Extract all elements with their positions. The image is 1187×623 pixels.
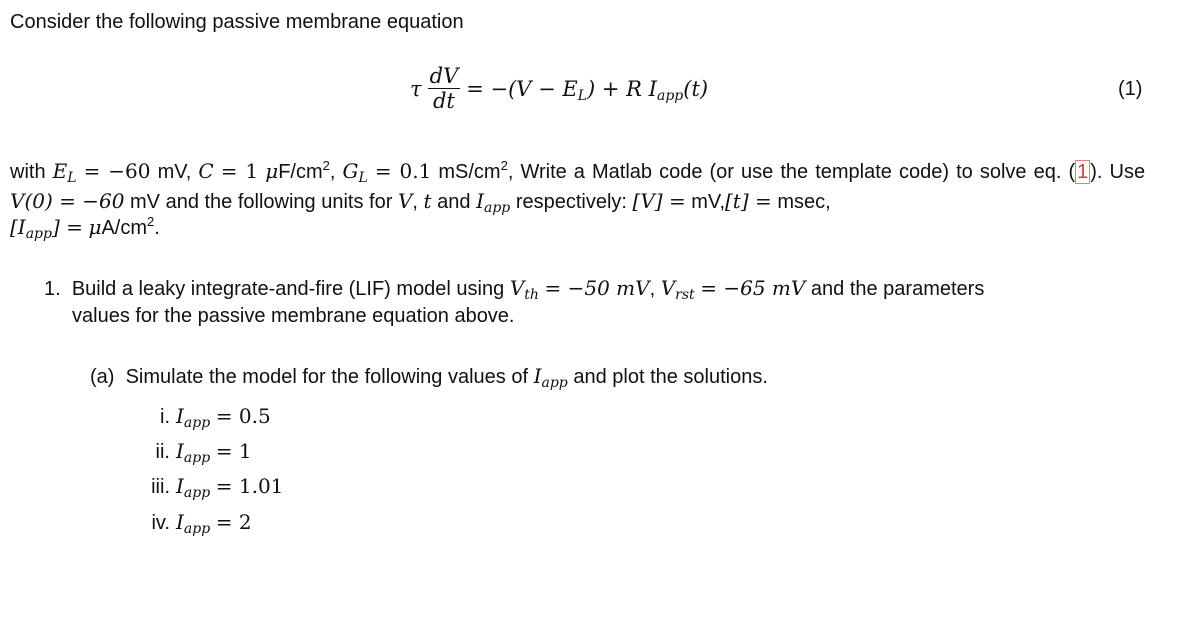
derivative-fraction [428,64,461,113]
units-line: $[I_{app}] = \mu A/cm^2$. [10,214,160,242]
equation-number: (1) [1118,78,1143,100]
parameters-paragraph: with $E_L = -60$ mV, C = 1 $\mu F/cm^2$, $G_L = 0.1$ $mS/cm^2$, Write a Matlab code (or use the template code) to solve eq. ( 1 ). Use V(0) = −60 mV and the following units for V, t and $I_{app}$ respectively: [V] = mV,[t] = msec, [10,158,1146,216]
list-item: i. $I_{app} = 0.5$ [160,404,271,431]
membrane-equation [410,64,708,113]
list-item: iii. $I_{app} = 1.01$ [151,474,284,501]
list-item-1-continued: values for the passive membrane equation above. [72,305,515,327]
fraction-denominator: dt [432,89,455,113]
equation-rhs: = $-(V - E_L) + R$ $I_{app}(t)$ [466,76,709,104]
sub-item-a: (a) Simulate the model for the following values of $I_{app}$ and plot the solutions. [90,364,768,391]
tau-symbol: τ [410,76,422,101]
list-item: iv. $I_{app} = 2$ [151,510,252,537]
list-item-1: 1. Build a leaky integrate-and-fire (LIF) model using $V_{th} = -50$ mV, $V_{rst} = -65$ mV and the parameters [44,276,985,303]
fraction-numerator: dV [429,64,459,88]
intro-text: Consider the following passive membrane equation [10,11,464,33]
list-item: ii. $I_{app} = 1$ [155,439,252,466]
equation-reference-link[interactable]: 1 [1077,161,1089,183]
